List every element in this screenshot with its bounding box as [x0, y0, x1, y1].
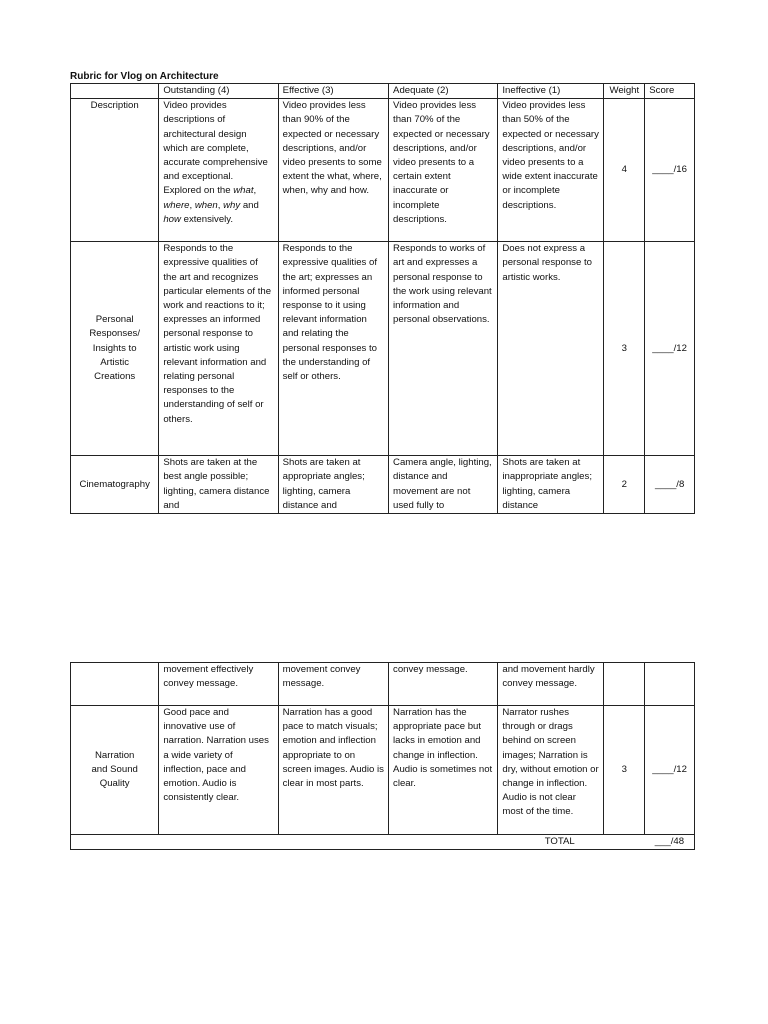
cinematography-outstanding-cont: movement effectively convey message. [159, 663, 278, 706]
cinematography-effective-cont: movement convey message. [278, 663, 388, 706]
header-adequate: Adequate (2) [389, 84, 498, 99]
description-weight: 4 [604, 99, 645, 242]
rubric-table-page-1 [70, 83, 695, 514]
header-criteria [71, 84, 159, 99]
criterion-description: Description [71, 99, 159, 242]
personal-adequate: Responds to works of art and expresses a personal response to the work using relevant information and personal observations. [389, 242, 498, 456]
header-weight: Weight [604, 84, 645, 99]
header-outstanding: Outstanding (4) [159, 84, 278, 99]
criterion-cinematography: Cinematography [71, 456, 159, 514]
description-effective: Video provides less than 90% of the expected or necessary descriptions, and/or video presents to some extent the what, where, when, why and how. [278, 99, 388, 242]
rubric-table-page-2 [70, 662, 695, 850]
personal-ineffective: Does not express a personal response to artistic works. [498, 242, 604, 456]
cinematography-score: ____/8 [645, 456, 695, 514]
criterion-personal-responses: Personal Responses/ Insights to Artistic Creations [71, 242, 159, 456]
header-ineffective: Ineffective (1) [498, 84, 604, 99]
narration-outstanding: Good pace and innovative use of narration. Narration uses a wide variety of inflection, pace and emotion. Audio is consistently clear. [159, 706, 278, 835]
rubric-title: Rubric for Vlog on Architecture [70, 71, 219, 82]
description-score: ____/16 [645, 99, 695, 242]
cinematography-ineffective: Shots are taken at inappropriate angles; lighting, camera distance [498, 456, 604, 514]
cinematography-outstanding: Shots are taken at the best angle possible; lighting, camera distance and [159, 456, 278, 514]
personal-effective: Responds to the expressive qualities of the art; expresses an informed personal response to it using relevant information and relating the personal responses to the understanding of self or others. [278, 242, 388, 456]
narration-ineffective: Narrator rushes through or drags behind on screen images; Narration is dry, without emotion or change in inflection. Audio is not clear most of the time. [498, 706, 604, 835]
criterion-blank [71, 663, 159, 706]
table-row-total [71, 835, 695, 850]
description-adequate: Video provides less than 70% of the expected or necessary descriptions, and/or video presents to a certain extent inaccurate or incomplete descriptions. [389, 99, 498, 242]
table-row-narration [71, 706, 695, 835]
description-ineffective: Video provides less than 50% of the expected or necessary descriptions, and/or video presents to a wide extent inaccurate or incomplete descriptions. [498, 99, 604, 242]
header-score: Score [645, 84, 695, 99]
cinematography-adequate: Camera angle, lighting, distance and movement are not used fully to [389, 456, 498, 514]
personal-weight: 3 [604, 242, 645, 456]
total-label: TOTAL [71, 835, 645, 850]
narration-weight: 3 [604, 706, 645, 835]
table-row-description [71, 99, 695, 242]
header-effective: Effective (3) [278, 84, 388, 99]
narration-effective: Narration has a good pace to match visuals; emotion and inflection appropriate to on screen images. Audio is clear in most parts. [278, 706, 388, 835]
cinematography-ineffective-cont: and movement hardly convey message. [498, 663, 604, 706]
header-row [71, 84, 695, 99]
total-score: ___/48 [645, 835, 695, 850]
table-row-cinematography [71, 456, 695, 514]
personal-outstanding: Responds to the expressive qualities of the art and recognizes particular elements of the work and reactions to it; expresses an informed personal response to artistic work using relevant information and relating personal responses to the understanding of self or others. [159, 242, 278, 456]
weight-blank [604, 663, 645, 706]
criterion-narration: Narration and Sound Quality [71, 706, 159, 835]
table-row-cinematography-continued [71, 663, 695, 706]
table-row-personal-responses [71, 242, 695, 456]
personal-score: ____/12 [645, 242, 695, 456]
description-outstanding: Video provides descriptions of architectural design which are complete, accurate comprehensive and exceptional. Explored on the what, where, when, why and how extensively. [159, 99, 278, 242]
score-blank [645, 663, 695, 706]
cinematography-weight: 2 [604, 456, 645, 514]
cinematography-adequate-cont: convey message. [389, 663, 498, 706]
narration-adequate: Narration has the appropriate pace but lacks in emotion and change in inflection. Audio is sometimes not clear. [389, 706, 498, 835]
narration-score: ____/12 [645, 706, 695, 835]
cinematography-effective: Shots are taken at appropriate angles; lighting, camera distance and [278, 456, 388, 514]
